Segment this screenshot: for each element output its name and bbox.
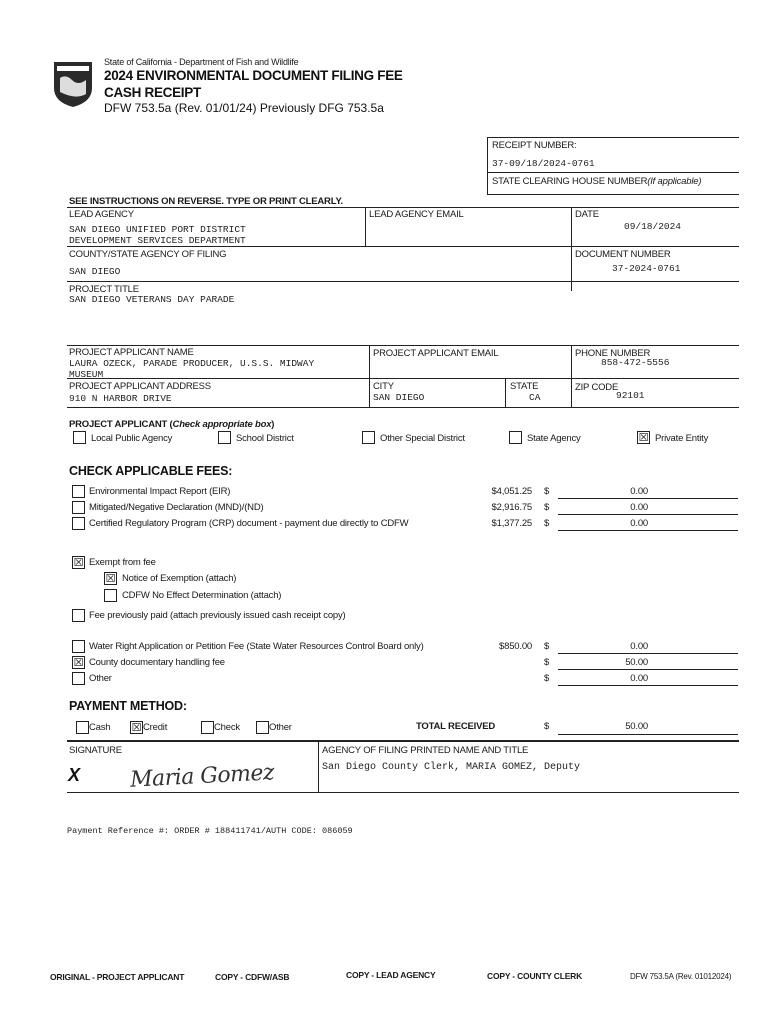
signature-image: Maria Gomez bbox=[129, 760, 275, 793]
payment-heading: PAYMENT METHOD: bbox=[69, 699, 187, 713]
form-title: 2024 ENVIRONMENTAL DOCUMENT FILING FEE bbox=[104, 68, 403, 83]
fee-value: 0.00 bbox=[630, 518, 648, 529]
applicant-name-label: PROJECT APPLICANT NAME bbox=[69, 347, 194, 358]
exempt-sub-label: CDFW No Effect Determination (attach) bbox=[122, 590, 282, 601]
fee-checkbox[interactable] bbox=[72, 501, 85, 514]
applicant-type-checkbox[interactable]: ☒ bbox=[638, 431, 649, 444]
exempt-sub-checkbox[interactable] bbox=[104, 589, 117, 602]
fee-checkbox[interactable] bbox=[72, 672, 85, 685]
total-received-label: TOTAL RECEIVED bbox=[416, 721, 496, 732]
fee-value: 0.00 bbox=[630, 641, 648, 652]
zip-value: 92101 bbox=[616, 390, 645, 401]
fee-dollar: $ bbox=[544, 657, 550, 668]
fee-checkbox[interactable]: ☒ bbox=[73, 656, 84, 669]
footer-copy-original: ORIGINAL - PROJECT APPLICANT bbox=[50, 972, 185, 982]
clearing-house-text: STATE CLEARING HOUSE NUMBER bbox=[492, 176, 648, 187]
instructions: SEE INSTRUCTIONS ON REVERSE. TYPE OR PRINT CLEARLY. bbox=[69, 196, 343, 207]
fee-checkbox[interactable] bbox=[72, 517, 85, 530]
payment-method-checkbox[interactable] bbox=[256, 721, 269, 734]
footer-copy-cdfw: COPY - CDFW/ASB bbox=[215, 972, 290, 982]
clearing-house-label bbox=[492, 176, 701, 187]
footer-copy-lead: COPY - LEAD AGENCY bbox=[346, 970, 436, 980]
applicant-type-option-label: Private Entity bbox=[655, 433, 709, 444]
fee-dollar: $ bbox=[544, 673, 550, 684]
payment-method-checkbox[interactable] bbox=[201, 721, 214, 734]
applicant-type-checkbox[interactable] bbox=[362, 431, 375, 444]
applicant-type-option-label: Other Special District bbox=[380, 433, 465, 444]
fee-value: 50.00 bbox=[625, 657, 648, 668]
lead-agency-email-label: LEAD AGENCY EMAIL bbox=[369, 209, 464, 220]
fee-checkbox[interactable] bbox=[72, 485, 85, 498]
applicant-email-label: PROJECT APPLICANT EMAIL bbox=[373, 348, 499, 359]
footer-form-id: DFW 753.5A (Rev. 01012024) bbox=[630, 972, 732, 981]
signature-x-mark: X bbox=[68, 765, 81, 785]
receipt-number: 37-09/18/2024-0761 bbox=[492, 158, 595, 169]
agency-name-title-value: San Diego County Clerk, MARIA GOMEZ, Deputy bbox=[322, 762, 581, 773]
project-title-label: PROJECT TITLE bbox=[69, 284, 139, 295]
payment-method-checkbox[interactable] bbox=[76, 721, 89, 734]
county-value: SAN DIEGO bbox=[69, 266, 121, 277]
total-received-value: 50.00 bbox=[625, 721, 648, 732]
form-subtitle: CASH RECEIPT bbox=[104, 85, 201, 100]
applicant-type-checkbox[interactable] bbox=[73, 431, 86, 444]
clearing-house-note: (If applicable) bbox=[647, 176, 702, 187]
fee-value: 0.00 bbox=[630, 502, 648, 513]
signature-label: SIGNATURE bbox=[69, 745, 122, 756]
fee-amount: $4,051.25 bbox=[491, 486, 532, 497]
document-number: 37-2024-0761 bbox=[612, 263, 681, 274]
fee-underline bbox=[558, 653, 738, 654]
zip-label: ZIP CODE bbox=[575, 382, 619, 393]
exempt-label: Exempt from fee bbox=[89, 557, 156, 568]
fee-dollar: $ bbox=[544, 502, 550, 513]
phone-value: 858-472-5556 bbox=[601, 357, 670, 368]
applicant-type-checkbox[interactable] bbox=[218, 431, 231, 444]
applicant-type-text: PROJECT APPLICANT ( bbox=[69, 419, 173, 430]
city-value: SAN DIEGO bbox=[373, 392, 425, 403]
agency-name-title-label: AGENCY OF FILING PRINTED NAME AND TITLE bbox=[322, 745, 529, 756]
fee-underline bbox=[558, 530, 738, 531]
fee-underline bbox=[558, 669, 738, 670]
fee-underline bbox=[558, 685, 738, 686]
exempt-sub-checkbox[interactable]: ☒ bbox=[105, 572, 116, 585]
agency-name: State of California - Department of Fish and Wildlife bbox=[104, 57, 299, 67]
document-number-label: DOCUMENT NUMBER bbox=[575, 249, 671, 260]
lead-agency-label: LEAD AGENCY bbox=[69, 209, 134, 220]
fees-heading: CHECK APPLICABLE FEES: bbox=[69, 464, 233, 478]
lead-agency-line1: SAN DIEGO UNIFIED PORT DISTRICT bbox=[69, 224, 246, 235]
fee-label: Mitigated/Negative Declaration (MND)/(ND) bbox=[89, 502, 264, 513]
applicant-name-line1: LAURA OZECK, PARADE PRODUCER, U.S.S. MIDWAY bbox=[69, 358, 315, 369]
fee-label: Environmental Impact Report (EIR) bbox=[89, 486, 231, 497]
payment-reference: Payment Reference #: ORDER # 188411741/AUTH CODE: 086059 bbox=[67, 826, 353, 836]
fee-underline bbox=[558, 498, 738, 499]
footer-copy-county: COPY - COUNTY CLERK bbox=[487, 971, 583, 981]
payment-method-label: Other bbox=[269, 722, 292, 733]
fee-checkbox[interactable] bbox=[72, 640, 85, 653]
exempt-checkbox[interactable]: ☒ bbox=[73, 556, 84, 569]
payment-method-checkbox[interactable]: ☒ bbox=[131, 721, 142, 734]
form-id: DFW 753.5a (Rev. 01/01/24) Previously DFG 753.5a bbox=[104, 101, 384, 115]
project-title: SAN DIEGO VETERANS DAY PARADE bbox=[69, 294, 235, 305]
fee-value: 0.00 bbox=[630, 673, 648, 684]
applicant-type-option-label: Local Public Agency bbox=[91, 433, 173, 444]
date-label: DATE bbox=[575, 209, 599, 220]
applicant-type-option-label: School District bbox=[236, 433, 294, 444]
total-dollar: $ bbox=[544, 721, 550, 732]
city-label: CITY bbox=[373, 381, 394, 392]
payment-method-label: Cash bbox=[89, 722, 111, 733]
lead-agency-line2: DEVELOPMENT SERVICES DEPARTMENT bbox=[69, 235, 246, 246]
phone-label: PHONE NUMBER bbox=[575, 348, 651, 359]
applicant-type-end: ) bbox=[271, 419, 275, 430]
fee-label: Water Right Application or Petition Fee (State Water Resources Control Board only) bbox=[89, 641, 424, 652]
fee-amount: $2,916.75 bbox=[491, 502, 532, 513]
applicant-type-note: Check appropriate box bbox=[172, 419, 272, 430]
fee-label: County documentary handling fee bbox=[89, 657, 225, 668]
fee-dollar: $ bbox=[544, 641, 550, 652]
applicant-type-checkbox[interactable] bbox=[509, 431, 522, 444]
payment-method-label: Credit bbox=[143, 722, 168, 733]
fee-dollar: $ bbox=[544, 486, 550, 497]
receipt-number-label: RECEIPT NUMBER: bbox=[492, 140, 577, 151]
applicant-type-option-label: State Agency bbox=[527, 433, 581, 444]
cdfw-seal-icon bbox=[52, 58, 94, 108]
exempt-sub-label: Notice of Exemption (attach) bbox=[122, 573, 237, 584]
fee-amount: $850.00 bbox=[499, 641, 532, 652]
state-label: STATE bbox=[510, 381, 539, 392]
fee-underline bbox=[558, 514, 738, 515]
state-value: CA bbox=[529, 392, 541, 403]
fee-dollar: $ bbox=[544, 518, 550, 529]
applicant-type-label bbox=[69, 419, 274, 430]
fee-amount: $1,377.25 bbox=[491, 518, 532, 529]
fee-label: Other bbox=[89, 673, 112, 684]
payment-method-label: Check bbox=[214, 722, 240, 733]
county-label: COUNTY/STATE AGENCY OF FILING bbox=[69, 249, 227, 260]
prev-paid-label: Fee previously paid (attach previously issued cash receipt copy) bbox=[89, 610, 346, 621]
fee-label: Certified Regulatory Program (CRP) document - payment due directly to CDFW bbox=[89, 518, 409, 529]
fee-value: 0.00 bbox=[630, 486, 648, 497]
applicant-address: 910 N HARBOR DRIVE bbox=[69, 393, 172, 404]
applicant-address-label: PROJECT APPLICANT ADDRESS bbox=[69, 381, 211, 392]
applicant-name-line2: MUSEUM bbox=[69, 369, 104, 380]
date-value: 09/18/2024 bbox=[624, 221, 682, 232]
prev-paid-checkbox[interactable] bbox=[72, 609, 85, 622]
